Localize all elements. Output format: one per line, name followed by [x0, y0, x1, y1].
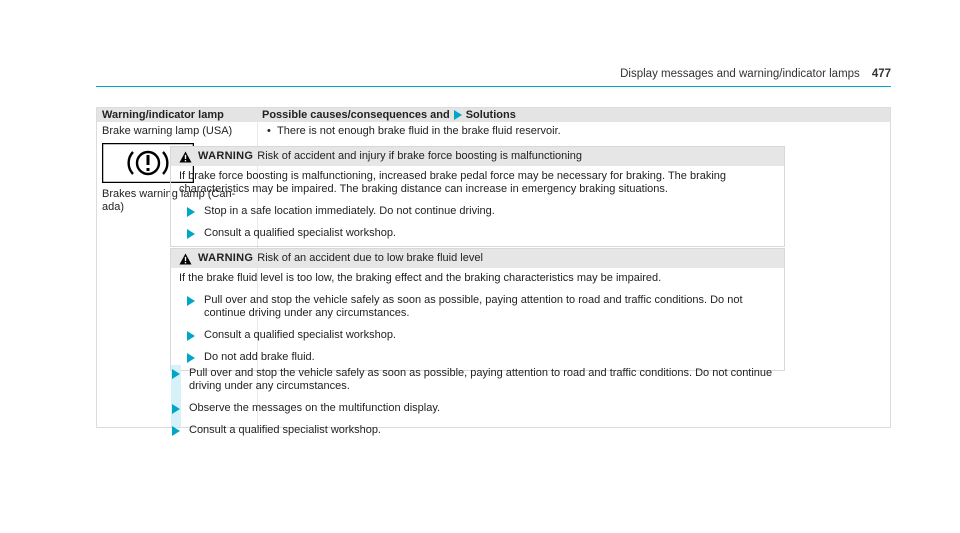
step-text: Pull over and stop the vehicle safely as soon as possible, paying attention to road and traffic conditions. Do not continue driving under any circumstances. [204, 294, 743, 319]
col-header-lamp: Warning/indicator lamp [102, 109, 224, 121]
warning-text: If brake force boosting is malfunctioning, increased brake pedal force may be necessary for braking. The braking characteristics may be impaired. The braking distance can increase in emergency braking situations. [179, 170, 727, 195]
running-header [96, 68, 891, 80]
warning-title: Risk of accident and injury if brake force boosting is malfunctioning [257, 150, 582, 162]
step-arrow-icon [187, 331, 195, 341]
bullet-icon: • [267, 125, 271, 137]
step-text: Consult a qualified specialist workshop. [204, 329, 396, 341]
warning-title: Risk of an accident due to low brake fluid level [257, 252, 483, 264]
step-text: Consult a qualified specialist workshop. [189, 424, 381, 436]
section-title: Display messages and warning/indicator lamps [620, 68, 860, 80]
list-item [179, 294, 776, 320]
step-arrow-icon [187, 296, 195, 306]
header-rule [96, 86, 891, 87]
warning-label: WARNING [198, 150, 254, 162]
warning-header [171, 249, 784, 268]
list-item [179, 329, 776, 342]
cause-text: There is not enough brake fluid in the brake fluid reservoir. [277, 125, 561, 137]
warning-label: WARNING [198, 252, 254, 264]
page-number: 477 [871, 68, 891, 80]
step-arrow-icon [187, 207, 195, 217]
warning-box [170, 146, 785, 247]
list-item [267, 125, 882, 138]
step-text: Stop in a safe location immediately. Do not continue driving. [204, 205, 495, 217]
col-header-causes-text: Possible causes/consequences and [262, 109, 450, 121]
solution-steps [170, 360, 785, 437]
step-arrow-icon [172, 426, 180, 436]
list-item [179, 227, 776, 240]
warning-triangle-icon [179, 151, 192, 163]
col-header-solutions-text: Solutions [465, 109, 516, 121]
step-text: Do not add brake fluid. [204, 351, 315, 363]
lamp-label-usa: Brake warning lamp (USA) [102, 125, 233, 137]
warning-box [170, 248, 785, 371]
step-arrow-icon [172, 369, 180, 379]
warning-header [171, 147, 784, 166]
list-item [170, 402, 785, 415]
warning-body [171, 268, 784, 370]
lamp-label-canada: Brakes warning lamp (Can-ada) [102, 188, 236, 213]
list-item [179, 205, 776, 218]
step-arrow-icon [187, 229, 195, 239]
warning-body [171, 166, 784, 246]
list-item [170, 424, 785, 437]
warning-triangle-icon [179, 253, 192, 265]
solution-arrow-icon [454, 110, 462, 120]
cause-list [267, 125, 882, 138]
step-text: Observe the messages on the multifunction display. [189, 402, 441, 414]
table-header [97, 108, 890, 122]
col-header-causes [262, 109, 516, 121]
step-arrow-icon [172, 404, 180, 414]
warning-text: If the brake fluid level is too low, the braking effect and the braking characteristics may be impaired. [179, 272, 662, 284]
step-text: Consult a qualified specialist workshop. [204, 227, 396, 239]
step-text: Pull over and stop the vehicle safely as soon as possible, paying attention to road and traffic conditions. Do not continue driving under any circumstances. [189, 367, 773, 392]
list-item [170, 367, 785, 393]
